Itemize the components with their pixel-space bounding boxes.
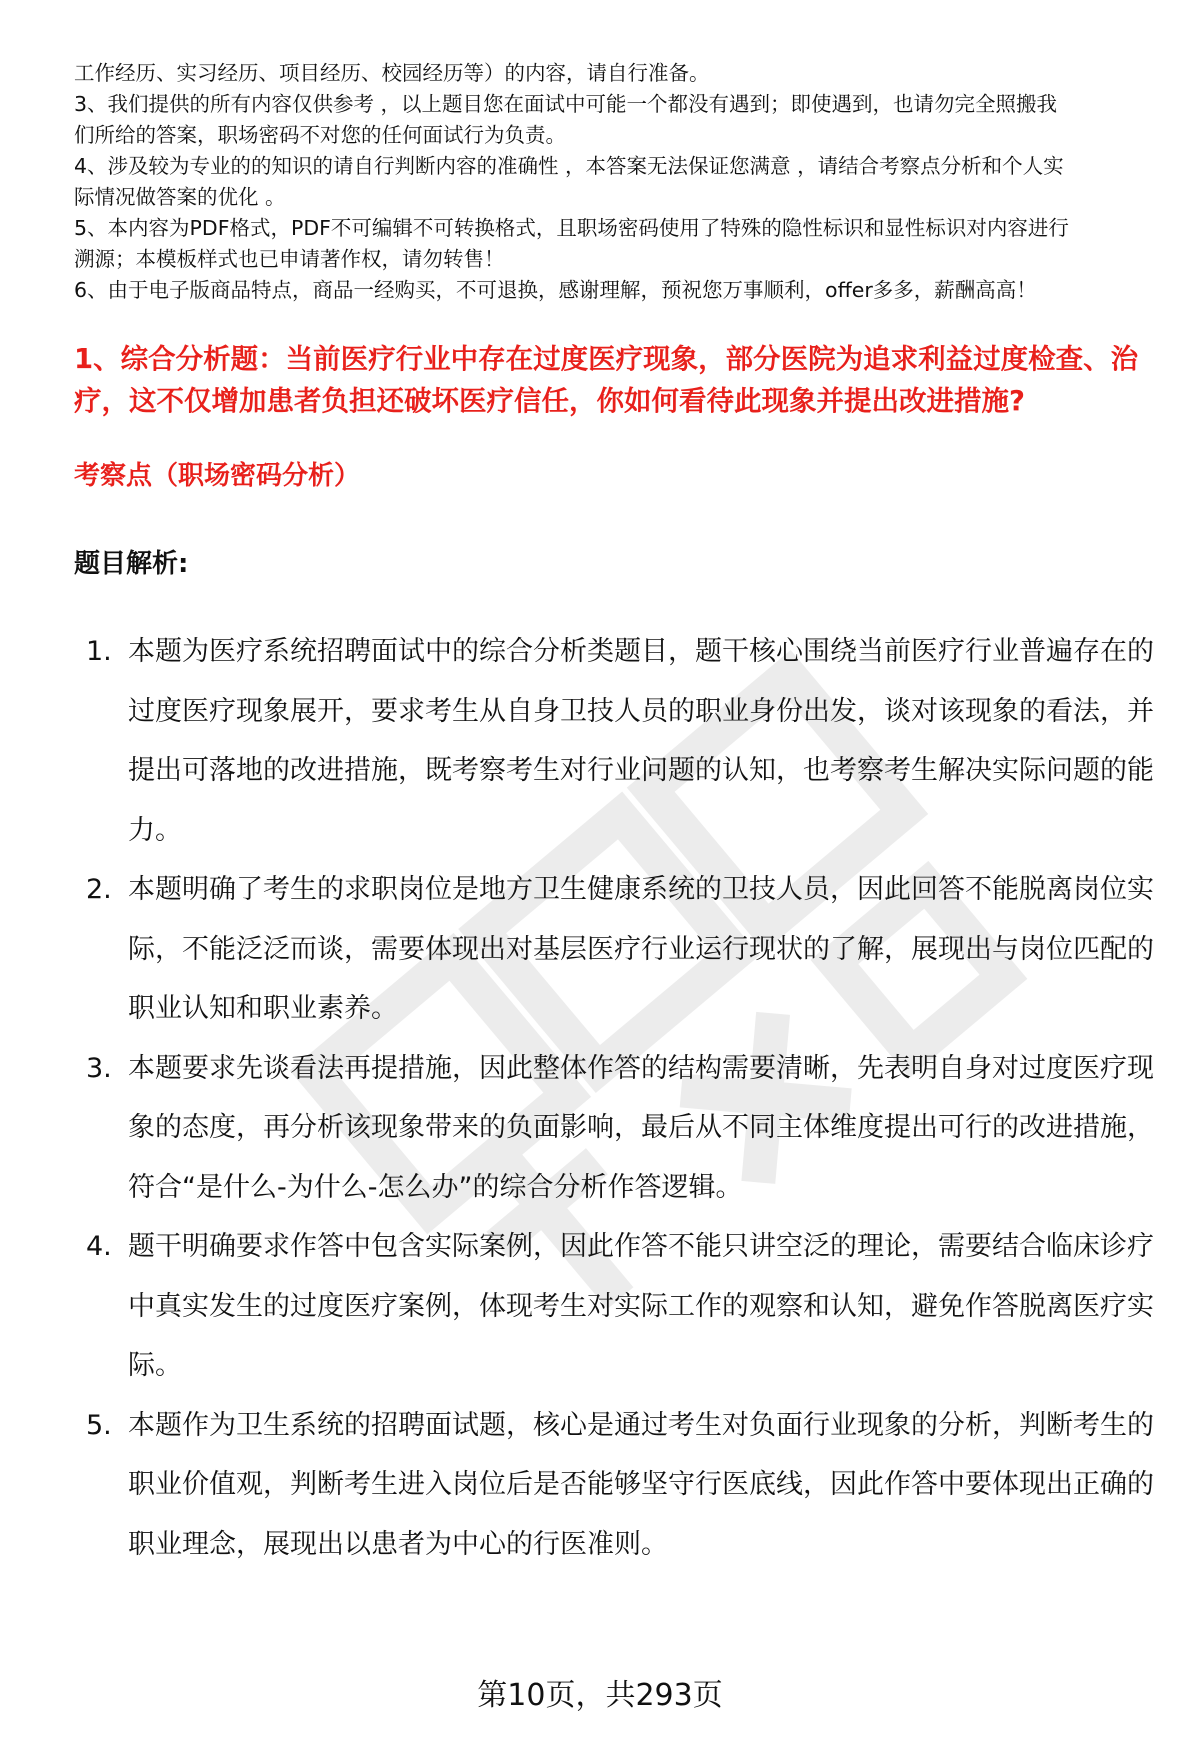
note-line: 溯源；本模板样式也已申请著作权，请勿转售！ xyxy=(74,247,505,271)
question-title: 1、综合分析题：当前医疗行业中存在过度医疗现象，部分医院为追求利益过度检查、治疗，这不仅增加患者负担还破坏医疗信任，你如何看待此现象并提出改进措施? xyxy=(74,343,1139,417)
item-number: 1. xyxy=(86,636,112,667)
note-line: 们所给的答案，职场密码不对您的任何面试行为负责。 xyxy=(74,123,566,147)
item-text: 本题明确了考生的求职岗位是地方卫生健康系统的卫技人员，因此回答不能脱离岗位实际，不能泛泛而谈，需要体现出对基层医疗行业运行现状的了解，展现出与岗位匹配的职业认知和职业素养。 xyxy=(128,874,1154,1024)
analysis-item xyxy=(74,622,1154,860)
kaocha-heading: 考察点（职场密码分析） xyxy=(74,461,361,491)
analysis-item xyxy=(74,1039,1154,1218)
analysis-item xyxy=(74,1217,1154,1396)
note-line: 5、本内容为PDF格式，PDF不可编辑不可转换格式，且职场密码使用了特殊的隐性标识和显性标识对内容进行 xyxy=(74,216,1069,240)
notes-block xyxy=(74,58,1154,306)
analysis-item xyxy=(74,860,1154,1039)
item-number: 5. xyxy=(86,1409,112,1441)
item-number: 3. xyxy=(86,1052,112,1084)
analysis-item xyxy=(74,1396,1154,1575)
item-text: 本题为医疗系统招聘面试中的综合分析类题目，题干核心围绕当前医疗行业普遍存在的过度医疗现象展开，要求考生从自身卫技人员的职业身份出发，谈对该现象的看法，并提出可落地的改进措施，既考察考生对行业问题的认知，也考察考生解决实际问题的能力。 xyxy=(128,636,1154,846)
item-text: 题干明确要求作答中包含实际案例，因此作答不能只讲空泛的理论，需要结合临床诊疗中真实发生的过度医疗案例，体现考生对实际工作的观察和认知，避免作答脱离医疗实际。 xyxy=(128,1231,1154,1381)
note-line: 3、我们提供的所有内容仅供参考 ，以上题目您在面试中可能一个都没有遇到；即使遇到，也请勿完全照搬我 xyxy=(74,92,1058,116)
jiexi-heading: 题目解析: xyxy=(74,549,189,579)
page-content xyxy=(74,58,1154,1574)
item-number: 4. xyxy=(86,1231,112,1262)
note-line: 4、涉及较为专业的的知识的请自行判断内容的准确性 ，本答案无法保证您满意 ，请结合考察点分析和个人实 xyxy=(74,154,1064,178)
note-line: 工作经历、实习经历、项目经历、校园经历等）的内容，请自行准备。 xyxy=(74,61,710,85)
note-line: 6、由于电子版商品特点，商品一经购买，不可退换，感谢理解，预祝您万事顺利，offer多多，薪酬高高！ xyxy=(74,278,1037,302)
item-text: 本题作为卫生系统的招聘面试题，核心是通过考生对负面行业现象的分析，判断考生的职业价值观，判断考生进入岗位后是否能够坚守行医底线，因此作答中要体现出正确的职业理念，展现出以患者为中心的行医准则。 xyxy=(128,1409,1154,1560)
item-number: 2. xyxy=(86,874,112,905)
page-footer: 第10页，共293页 xyxy=(477,1678,723,1713)
analysis-list xyxy=(74,622,1154,1574)
item-text: 本题要求先谈看法再提措施，因此整体作答的结构需要清晰，先表明自身对过度医疗现象的态度，再分析该现象带来的负面影响，最后从不同主体维度提出可行的改进措施，符合“是什么-为什么-怎么办”的综合分析作答逻辑。 xyxy=(128,1052,1154,1203)
note-line: 际情况做答案的优化 。 xyxy=(74,185,286,209)
